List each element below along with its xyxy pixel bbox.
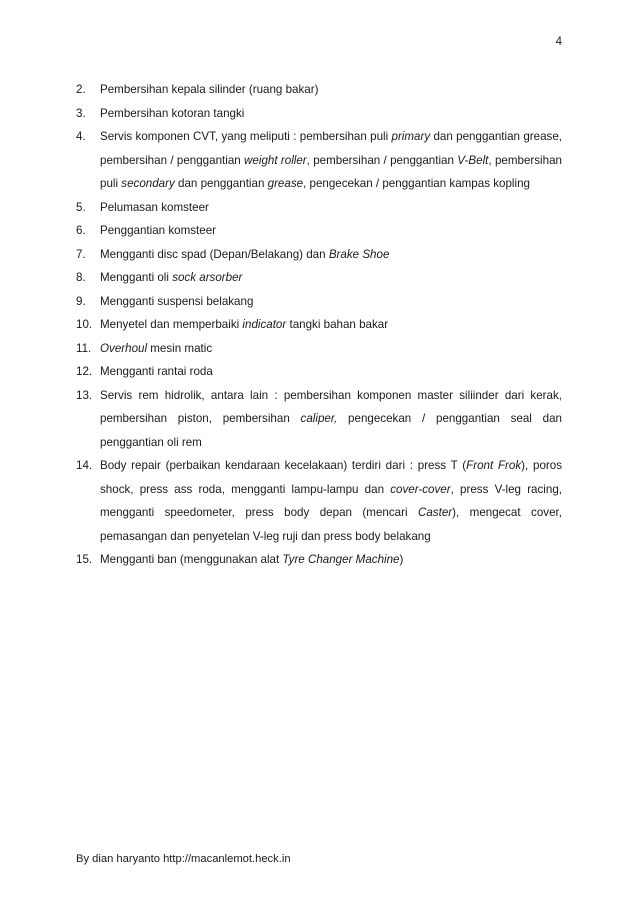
list-item-text: Overhoul mesin matic bbox=[100, 341, 213, 355]
list-item bbox=[76, 102, 562, 126]
list-item-number: 8. bbox=[76, 271, 86, 284]
list-item-text: Mengganti suspensi belakang bbox=[100, 294, 254, 308]
list-item-number: 11. bbox=[76, 341, 92, 355]
list-item bbox=[76, 266, 562, 290]
list-item-text: Penggantian komsteer bbox=[100, 224, 217, 237]
list-item-text: Body repair (perbaikan kendaraan kecelakaan) terdiri dari : press T (Front Frok), poros shock, press ass roda, mengganti lampu-lampu dan cover-cover, press V-leg racing, mengganti speedometer, press body depan (mencari Caster), mengecat cover, pemasangan dan penyetelan V-leg ruji dan press body belakang bbox=[100, 459, 562, 543]
list-item-text: Pelumasan komsteer bbox=[100, 200, 209, 214]
list-item-number: 9. bbox=[76, 294, 86, 308]
list-item-number: 3. bbox=[76, 106, 86, 120]
list-item-text: Servis komponen CVT, yang meliputi : pembersihan puli primary dan penggantian grease, pembersihan / penggantian weight roller, pembersihan / penggantian V-Belt, pembersihan puli secondary dan penggantian grease, pengecekan / penggantian kampas kopling bbox=[100, 130, 562, 190]
list-item-number: 15. bbox=[76, 553, 93, 566]
list-item-text: Mengganti ban (menggunakan alat Tyre Changer Machine) bbox=[100, 553, 404, 566]
list-item-number: 12. bbox=[76, 365, 93, 378]
list-item-text: Mengganti disc spad (Depan/Belakang) dan Brake Shoe bbox=[100, 247, 390, 261]
list-item-number: 2. bbox=[76, 83, 86, 96]
list-item-text: Pembersihan kepala silinder (ruang bakar) bbox=[100, 83, 319, 96]
list-item bbox=[76, 337, 562, 361]
list-item bbox=[76, 313, 562, 337]
list-item-text: Pembersihan kotoran tangki bbox=[100, 106, 245, 120]
list-item-number: 4. bbox=[76, 130, 86, 143]
list-item bbox=[76, 454, 562, 548]
list-item bbox=[76, 219, 562, 243]
list-item-text: Mengganti oli sock arsorber bbox=[100, 271, 243, 284]
page-number: 4 bbox=[555, 36, 562, 48]
list-item bbox=[76, 78, 562, 102]
list-item-text: Menyetel dan memperbaiki indicator tangki bahan bakar bbox=[100, 318, 389, 331]
footer-credit: By dian haryanto http://macanlemot.heck.in bbox=[76, 853, 291, 865]
list-item-number: 5. bbox=[76, 200, 86, 214]
list-item-text: Servis rem hidrolik, antara lain : pembersihan komponen master siliinder dari kerak, pembersihan piston, pembersihan caliper, pengecekan / penggantian seal dan penggantian oli rem bbox=[100, 388, 562, 449]
list-item bbox=[76, 384, 562, 455]
list-item bbox=[76, 243, 562, 267]
list-item-number: 13. bbox=[76, 388, 93, 402]
list-item bbox=[76, 196, 562, 220]
list-item-number: 14. bbox=[76, 459, 93, 472]
list-item bbox=[76, 360, 562, 384]
service-list bbox=[76, 78, 562, 572]
list-item bbox=[76, 290, 562, 314]
list-item-number: 7. bbox=[76, 247, 86, 261]
list-item-text: Mengganti rantai roda bbox=[100, 365, 213, 378]
list-item bbox=[76, 548, 562, 572]
list-item-number: 10. bbox=[76, 318, 93, 331]
list-item bbox=[76, 125, 562, 196]
list-item-number: 6. bbox=[76, 224, 86, 237]
